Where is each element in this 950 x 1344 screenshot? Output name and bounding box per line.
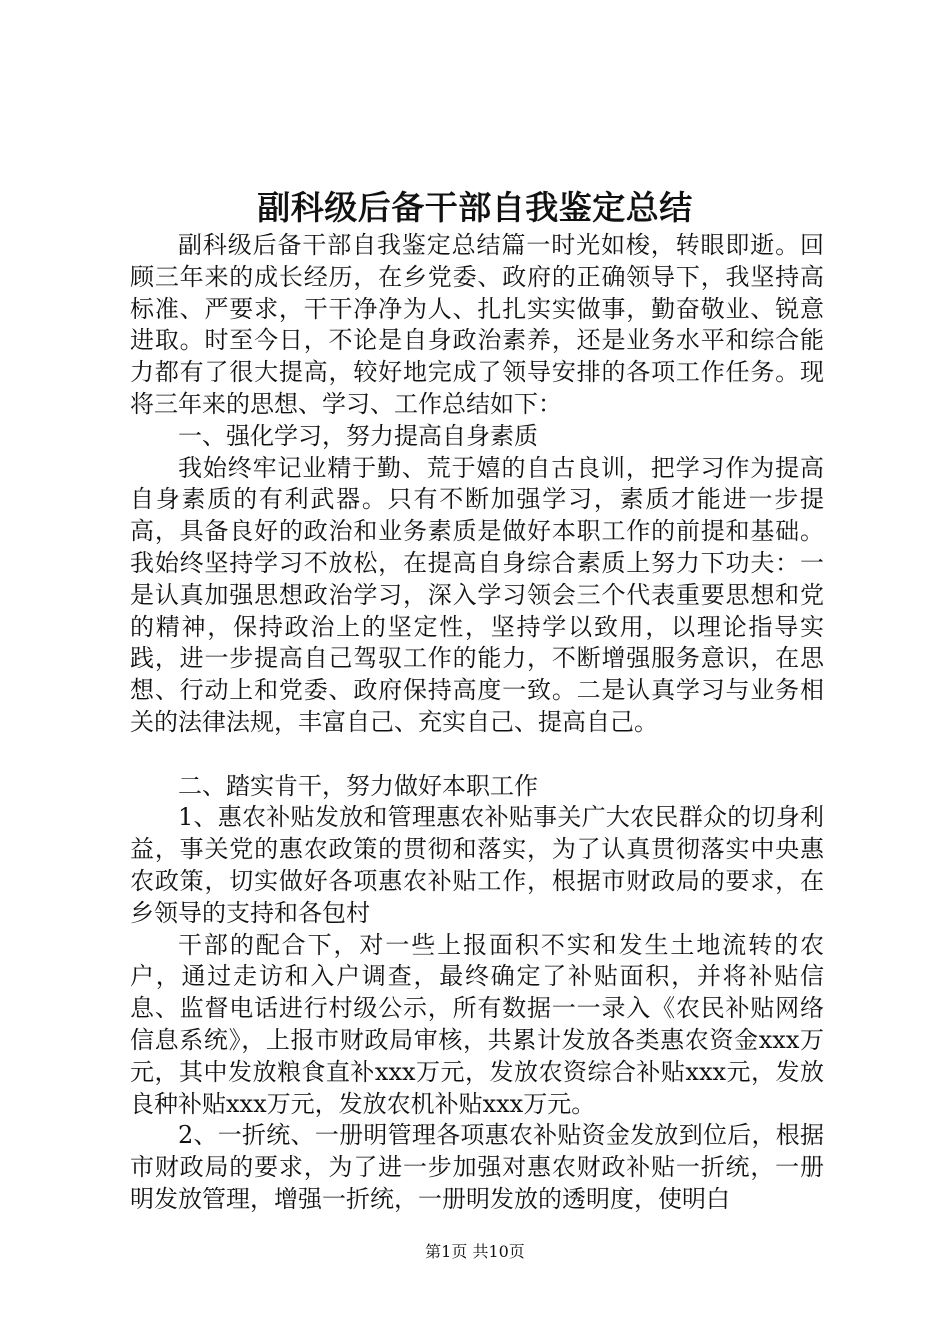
page-number-footer: 第1页 共10页 [425,1242,525,1261]
paragraph-subsidy-1: 1、惠农补贴发放和管理惠农补贴事关广大农民群众的切身利益，事关党的惠农政策的贯彻和落实，为了认真贯彻落实中央惠农政策，切实做好各项惠农补贴工作，根据市财政局的要求，在乡领导的支持和各包村 [130,803,824,927]
document-title: 副科级后备干部自我鉴定总结 [257,188,693,227]
paragraph-subsidy-3: 2、一折统、一册明管理各项惠农补贴资金发放到位后，根据市财政局的要求，为了进一步加强对惠农财政补贴一折统，一册明发放管理，增强一折统，一册明发放的透明度，使明白 [130,1121,824,1213]
section-heading-2: 二、踏实肯干，努力做好本职工作 [178,771,538,800]
paragraph-study: 我始终牢记业精于勤、荒于嬉的自古良训，把学习作为提高自身素质的有利武器。只有不断加强学习，素质才能进一步提高，具备良好的政治和业务素质是做好本职工作的前提和基础。我始终坚持学习不放松，在提高自身综合素质上努力下功夫：一是认真加强思想政治学习，深入学习领会三个代表重要思想和党的精神，保持政治上的坚定性，坚持学以致用，以理论指导实践，进一步提高自己驾驭工作的能力，不断增强服务意识，在思想、行动上和党委、政府保持高度一致。二是认真学习与业务相关的法律法规，丰富自己、充实自己、提高自己。 [130,453,824,736]
paragraph-subsidy-2: 干部的配合下，对一些上报面积不实和发生土地流转的农户，通过走访和入户调查，最终确定了补贴面积，并将补贴信息、监督电话进行村级公示，所有数据一一录入《农民补贴网络信息系统》，上报市财政局审核，共累计发放各类惠农资金xxx万元，其中发放粮食直补xxx万元，发放农资综合补贴xxx元，发放良种补贴xxx万元，发放农机补贴xxx万元。 [130,930,824,1118]
section-heading-1: 一、强化学习，努力提高自身素质 [178,421,538,450]
paragraph-intro: 副科级后备干部自我鉴定总结篇一时光如梭，转眼即逝。回顾三年来的成长经历，在乡党委、政府的正确领导下，我坚持高标准、严要求，干干净净为人、扎扎实实做事，勤奋敬业、锐意进取。时至今日，不论是自身政治素养，还是业务水平和综合能力都有了很大提高，较好地完成了领导安排的各项工作任务。现将三年来的思想、学习、工作总结如下： [130,231,824,418]
document-body [130,230,824,1216]
